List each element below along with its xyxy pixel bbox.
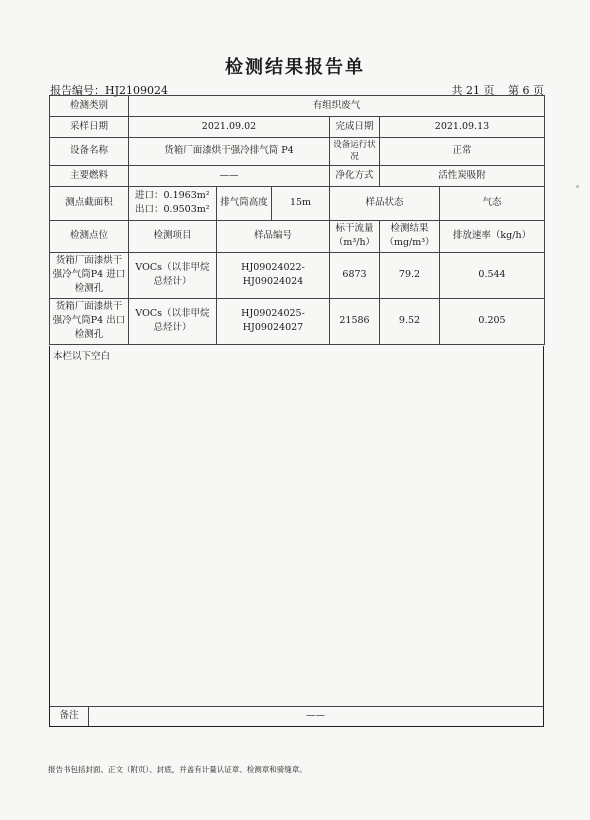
row-table-header	[50, 220, 545, 252]
row-position: 货箱厂面漆烘干强冷气筒P4 进口检测孔	[50, 252, 129, 298]
completion-date-value: 2021.09.13	[380, 117, 545, 138]
report-number: 报告编号：HJ2109024	[50, 84, 168, 97]
sampling-date-value: 2021.09.02	[129, 117, 330, 138]
page-total: 共 21 页	[451, 84, 495, 97]
row-dates	[50, 117, 545, 138]
row-result: 79.2	[380, 252, 440, 298]
row-category	[50, 96, 545, 117]
header-flow: 标干流量（m³/h）	[330, 220, 380, 252]
remarks-label: 备注	[50, 706, 89, 726]
header-position: 检测点位	[50, 220, 129, 252]
completion-date-label: 完成日期	[330, 117, 380, 138]
stack-height-value: 15m	[272, 186, 330, 220]
row-flow: 21586	[330, 298, 380, 344]
blank-note: 本栏以下空白	[53, 351, 111, 362]
row-result: 9.52	[380, 298, 440, 344]
section-outlet: 出口：0.9503m²	[135, 204, 210, 216]
remarks-value: ——	[306, 710, 325, 721]
equipment-status-value: 正常	[380, 138, 545, 166]
remarks-row	[49, 706, 544, 727]
purification-label: 净化方式	[330, 165, 380, 186]
equipment-status-label: 设备运行状况	[330, 138, 380, 166]
row-rate: 0.544	[440, 252, 545, 298]
row-sample-no: HJ09024025-HJ09024027	[217, 298, 330, 344]
page-current: 第 6 页	[508, 84, 544, 97]
report-title: 检测结果报告单	[225, 57, 365, 78]
category-label: 检测类别	[50, 96, 129, 117]
table-row	[50, 252, 545, 298]
sample-state-value: 气态	[440, 186, 545, 220]
header-rate: 排放速率（kg/h）	[440, 220, 545, 252]
row-rate: 0.205	[440, 298, 545, 344]
fuel-value: ——	[129, 165, 330, 186]
equipment-name-value: 货箱厂面漆烘干强冷排气筒 P4	[129, 138, 330, 166]
section-area-label: 测点截面积	[50, 186, 129, 220]
purification-value: 活性炭吸附	[380, 165, 545, 186]
row-fuel	[50, 165, 545, 186]
row-equipment	[50, 138, 545, 166]
header-item: 检测项目	[129, 220, 217, 252]
header-result: 检测结果（mg/m³）	[380, 220, 440, 252]
row-position: 货箱厂面漆烘干强冷气筒P4 出口检测孔	[50, 298, 129, 344]
row-flow: 6873	[330, 252, 380, 298]
row-section	[50, 186, 545, 220]
results-table	[49, 95, 545, 345]
row-item: VOCs（以非甲烷总烃计）	[129, 252, 217, 298]
sampling-date-label: 采样日期	[50, 117, 129, 138]
stack-height-label: 排气筒高度	[217, 186, 272, 220]
fuel-label: 主要燃料	[50, 165, 129, 186]
table-row	[50, 298, 545, 344]
blank-area	[49, 346, 544, 707]
section-inlet: 进口：0.1963m²	[135, 190, 210, 202]
scan-speck	[576, 185, 579, 188]
header-sample-no: 样品编号	[217, 220, 330, 252]
sample-state-label: 样品状态	[330, 186, 440, 220]
equipment-name-label: 设备名称	[50, 138, 129, 166]
category-value: 有组织废气	[129, 96, 545, 117]
row-sample-no: HJ09024022-HJ09024024	[217, 252, 330, 298]
row-item: VOCs（以非甲烷总烃计）	[129, 298, 217, 344]
section-area-value	[129, 186, 217, 220]
footer-note: 报告书包括封面、正文（附页）、封底，并盖有计量认证章、检测章和骑缝章。	[48, 765, 307, 774]
